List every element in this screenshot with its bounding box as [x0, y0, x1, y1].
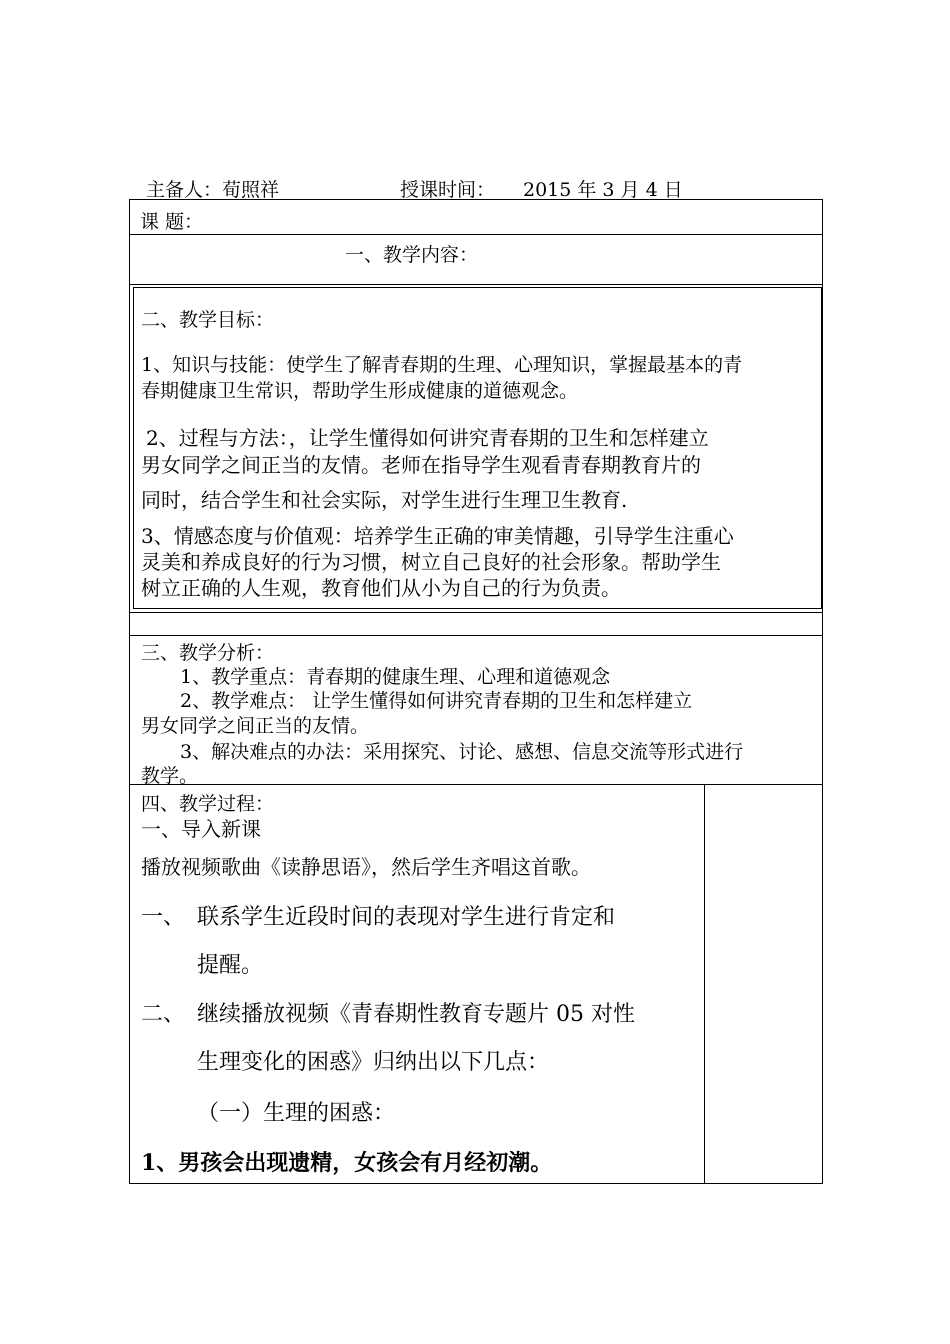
row-divider: [129, 612, 823, 613]
difficulty-line1: 2、教学难点： 让学生懂得如何讲究青春期的卫生和怎样建立: [180, 690, 693, 712]
teaching-content-title: 一、教学内容：: [345, 244, 479, 266]
item2-number: 二、: [141, 1002, 186, 1027]
objective-process-line1: 2、过程与方法：，让学生懂得如何讲究青春期的卫生和怎样建立: [146, 426, 709, 450]
objective-emotion-line1: 3、情感态度与价值观：培养学生正确的审美情趣，引导学生注重心: [141, 524, 734, 548]
preparer-label: 主备人：荀照祥: [146, 179, 280, 201]
objective-emotion-line2: 灵美和养成良好的行为习惯，树立自己良好的社会形象。帮助学生: [141, 550, 721, 574]
objective-knowledge-line2: 春期健康卫生常识，帮助学生形成健康的道德观念。: [141, 380, 579, 402]
item2-line2: 生理变化的困惑》归纳出以下几点：: [197, 1050, 550, 1075]
difficulty-line2: 男女同学之间正当的友情。: [141, 715, 370, 737]
objective-process-line2: 男女同学之间正当的友情。老师在指导学生观看青春期教育片的: [141, 453, 701, 477]
objective-emotion-line3: 树立正确的人生观，教育他们从小为自己的行为负责。: [141, 576, 621, 600]
row-divider: [129, 784, 823, 785]
intro-heading: 一、导入新课: [141, 817, 261, 841]
teaching-objectives-title: 二、教学目标：: [141, 309, 275, 331]
topic-label: 课 题：: [140, 211, 204, 233]
item1-line1: 联系学生近段时间的表现对学生进行肯定和: [197, 905, 616, 930]
item1-number: 一、: [141, 905, 186, 930]
point1-line: 1、男孩会出现遗精，女孩会有月经初潮。: [141, 1150, 553, 1176]
process-side-column-divider: [704, 784, 705, 1184]
method-line1: 3、解决难点的办法：采用探究、讨论、感想、信息交流等形式进行: [180, 741, 744, 763]
row-divider: [129, 284, 823, 285]
lesson-time-label: 授课时间：: [400, 179, 496, 201]
item1-line2: 提醒。: [197, 953, 264, 978]
row-divider: [129, 635, 823, 636]
subsection-physiological-confusion: （一）生理的困惑：: [197, 1101, 396, 1126]
key-point: 1、教学重点：青春期的健康生理、心理和道德观念: [180, 666, 611, 688]
teaching-analysis-title: 三、教学分析：: [141, 642, 275, 664]
objective-process-line3: 同时，结合学生和社会实际，对学生进行生理卫生教育.: [141, 488, 628, 512]
objective-knowledge-line1: 1、知识与技能：使学生了解青春期的生理、心理知识，掌握最基本的青: [141, 354, 743, 376]
method-line2: 教学。: [141, 765, 199, 787]
item2-line1: 继续播放视频《青春期性教育专题片 05 对性: [197, 1002, 635, 1027]
row-divider: [129, 234, 823, 235]
play-song-line: 播放视频歌曲《读静思语》，然后学生齐唱这首歌。: [141, 855, 591, 879]
teaching-process-title: 四、教学过程：: [141, 793, 275, 815]
lesson-date: 2015 年 3 月 4 日: [523, 179, 683, 201]
